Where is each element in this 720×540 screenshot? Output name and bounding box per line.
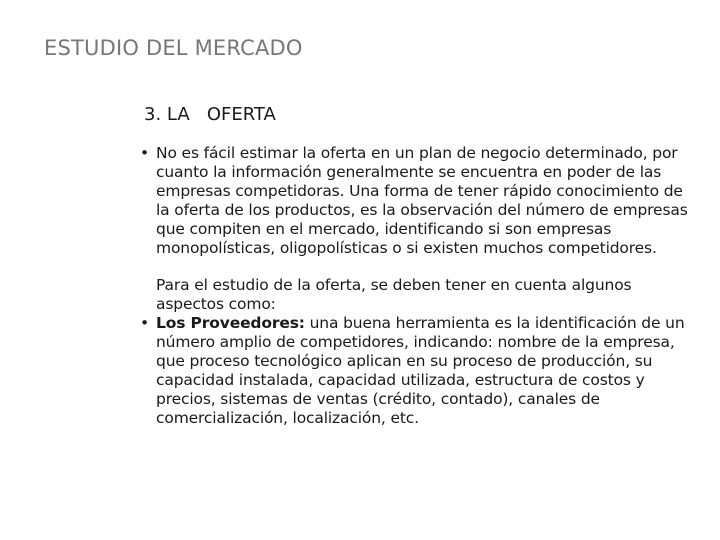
slide-title: ESTUDIO DEL MERCADO	[44, 36, 303, 60]
proveedores-label: Los Proveedores:	[156, 314, 305, 332]
bullet-icon: •	[140, 314, 149, 332]
bullet-paragraph-oferta	[140, 144, 700, 258]
paragraph-estudio: Para el estudio de la oferta, se deben tener en cuenta algunos aspectos como:	[156, 276, 632, 313]
slide-body	[140, 144, 700, 428]
bullet-paragraph-proveedores	[140, 314, 700, 428]
proveedores-text: una buena herramienta es la identificación de un número amplio de competidores, indicando: nombre de la empresa, que proceso tecnológico aplican en su proceso de producción, su capacidad instalada, capacidad utilizada, estructura de costos y precios, sistemas de ventas (crédito, contado), canales de comercialización, localización, etc.	[156, 314, 685, 427]
paragraph-oferta-text: No es fácil estimar la oferta en un plan de negocio determinado, por cuanto la información generalmente se encuentra en poder de las empresas competidoras. Una forma de tener rápido conocimiento de la oferta de los productos, es la observación del número de empresas que compiten en el mercado, identificando si son empresas monopolísticas, oligopolísticas o si existen muchos competidores.	[156, 144, 688, 257]
bullet-icon: •	[140, 144, 149, 162]
section-heading: 3. LA OFERTA	[144, 104, 276, 125]
